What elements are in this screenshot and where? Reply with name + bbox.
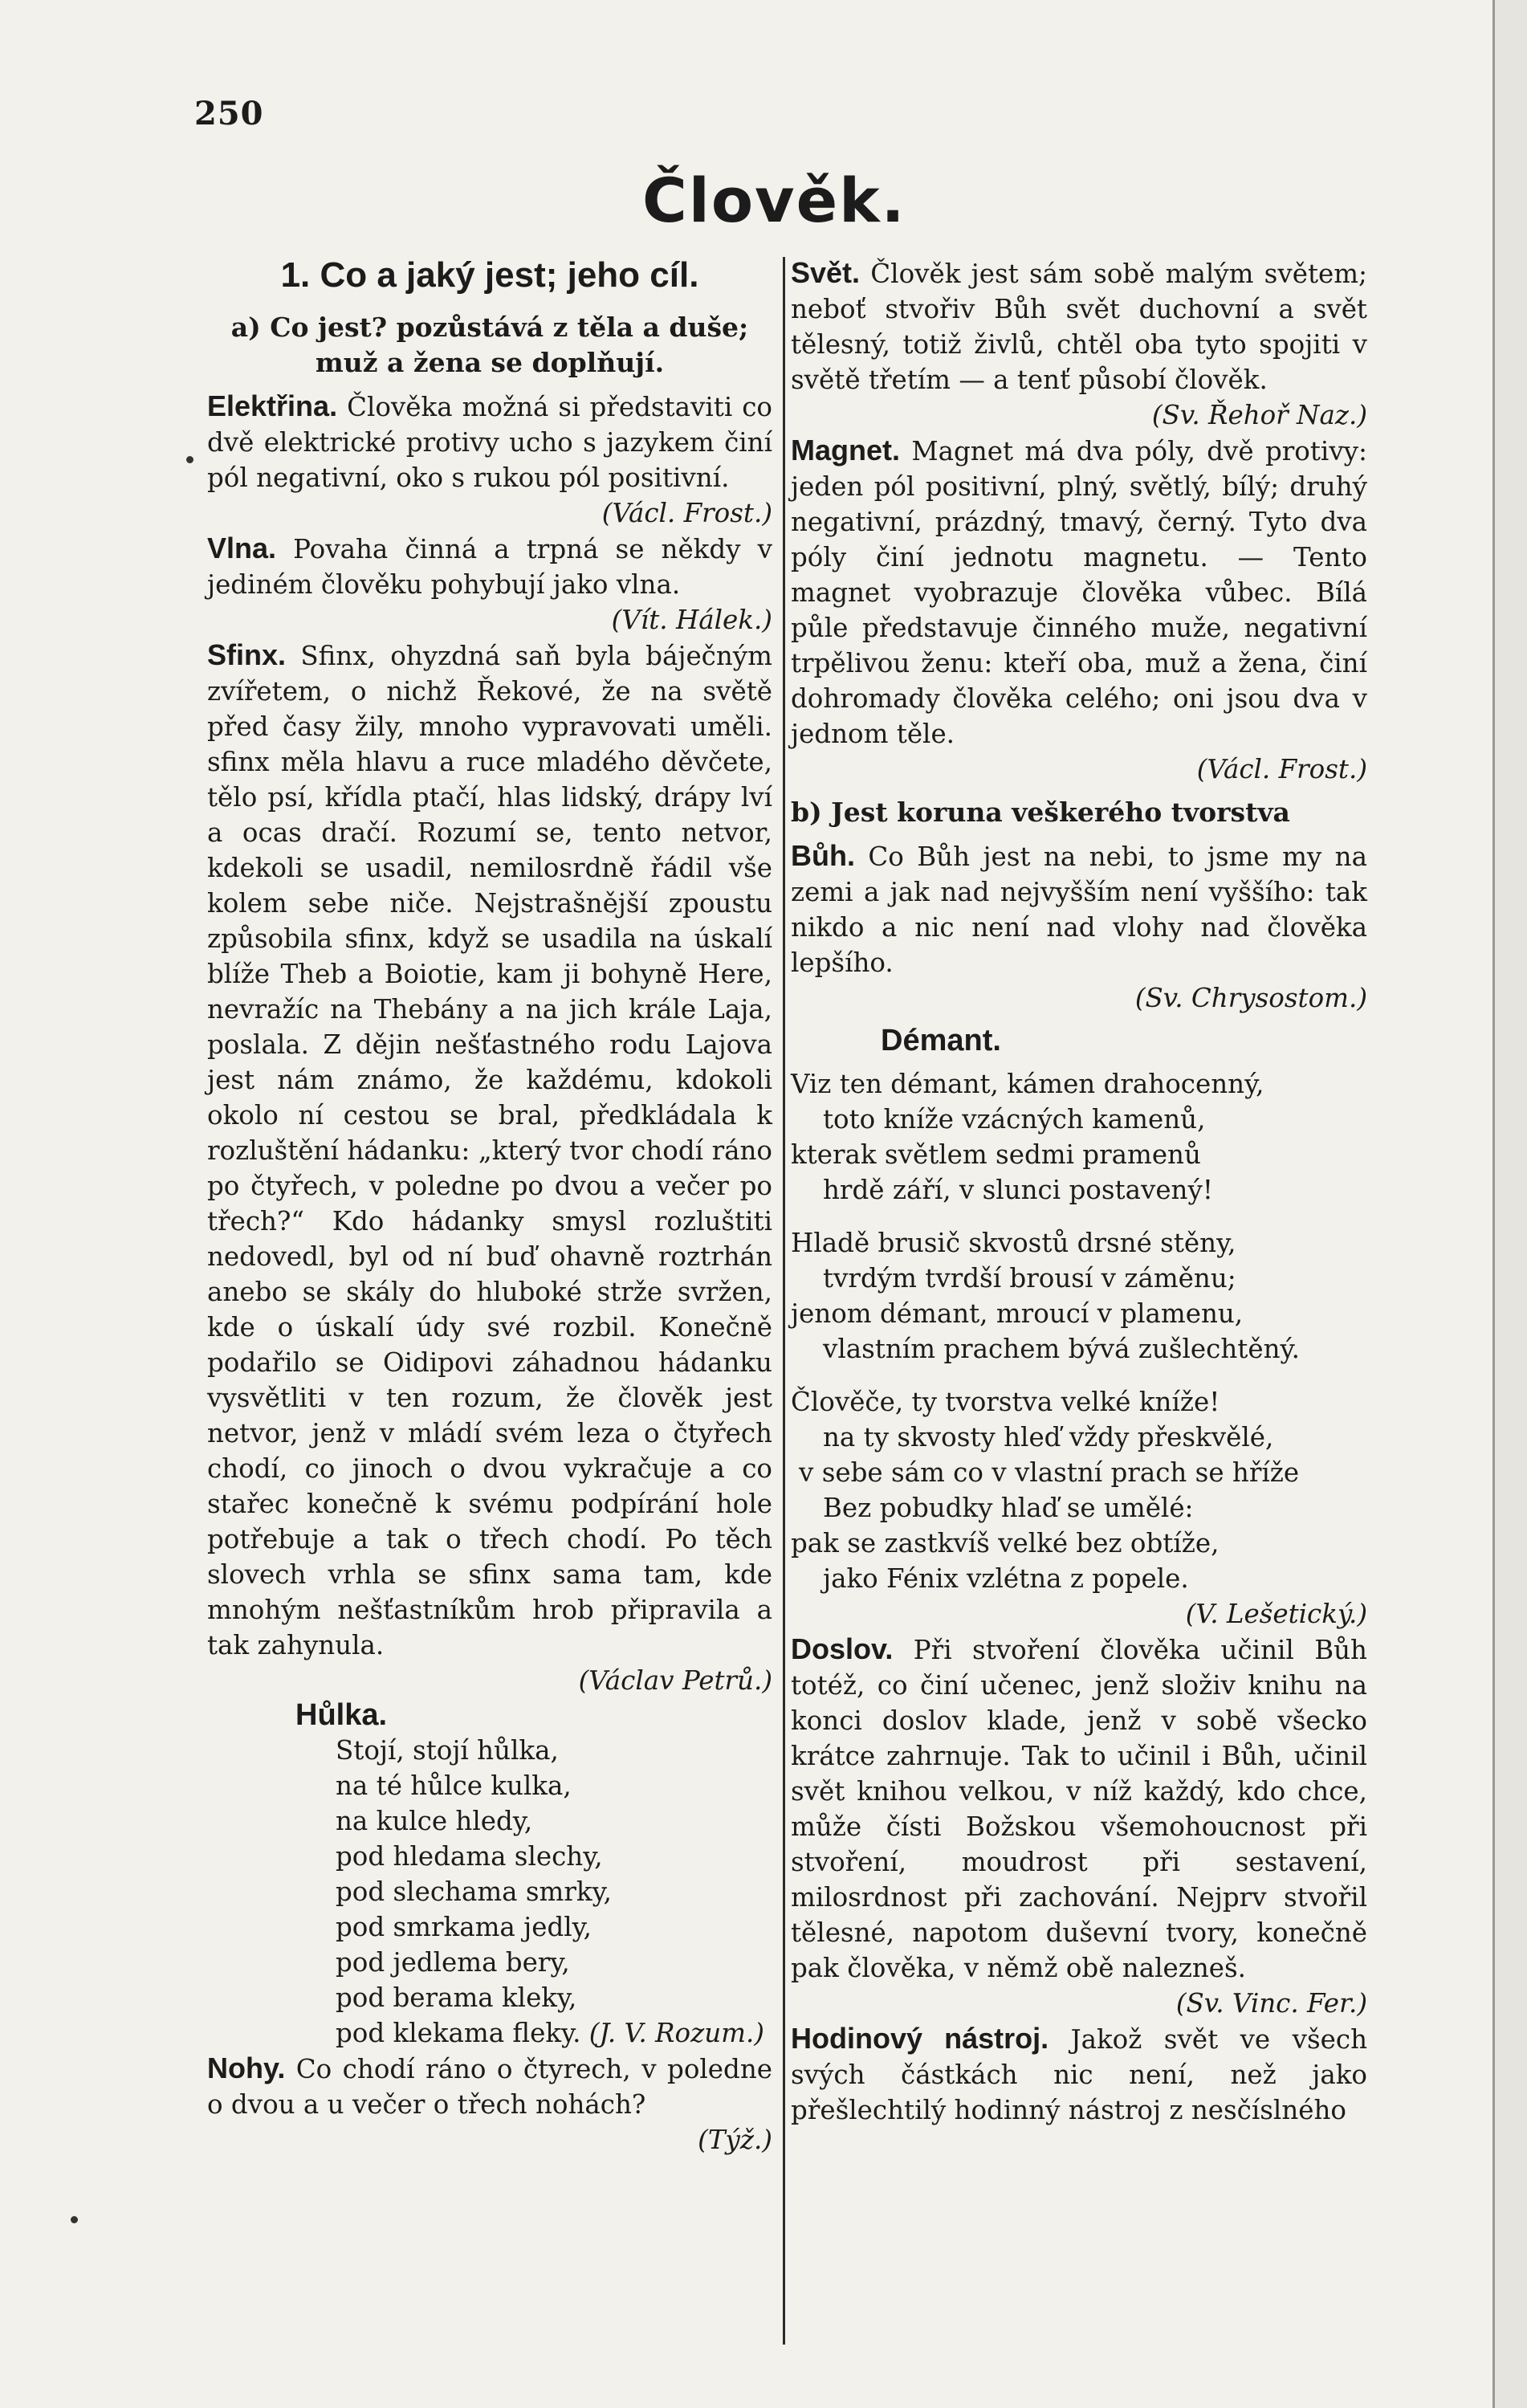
entry-text: Povaha činná a trpná se někdy v jediném člověku pohybují jako vlna. [207, 534, 772, 600]
poem-line [336, 2015, 772, 2051]
entry-vlna [207, 531, 772, 602]
poem-line: pod slechama smrky, [336, 1876, 612, 1907]
column-divider [783, 257, 785, 2345]
page-title: Člověk. [642, 165, 906, 236]
poem-line: jako Fénix vzlétna z popele. [823, 1563, 1189, 1594]
poem-line: jenom démant, mroucí v plamenu, [791, 1298, 1244, 1329]
entry-elektrina [207, 389, 772, 495]
poem-line: Viz ten démant, kámen drahocenný, [791, 1069, 1264, 1099]
attribution: (J. V. Rozum.) [588, 2018, 764, 2048]
poem-line: Bez pobudky hlaď se umělé: [823, 1493, 1194, 1523]
poem-line: hrdě září, v slunci postavený! [823, 1175, 1213, 1205]
poem-line: na té hůlce kulka, [336, 1770, 572, 1801]
poem-line: pod smrkama jedly, [336, 1912, 592, 1942]
entry-run: Vlna. [207, 532, 277, 564]
poem-hulka [207, 1698, 772, 2051]
attribution: (Sv. Chrysostom.) [1134, 983, 1367, 1013]
poem-line: pod jedlema bery, [336, 1947, 570, 1978]
page-number: 250 [194, 95, 264, 132]
entry-run: Bůh. [791, 839, 855, 872]
entry-svet [791, 255, 1367, 397]
poem-line: pak se zastkvíš velké bez obtíže, [791, 1528, 1220, 1558]
entry-text: Člověk jest sám sobě malým světem; neboť stvořiv Bůh svět duchovní a svět tělesný, totiž živlů, chtěl oba tyto spojiti v světě třetím — a tenť působí člověk. [791, 259, 1367, 395]
attribution: (Václav Petrů.) [578, 1665, 772, 1696]
poem-line: kterak světlem sedmi pramenů [791, 1139, 1201, 1170]
entry-run: Nohy. [207, 2051, 286, 2084]
attribution: (Václ. Frost.) [1196, 754, 1367, 784]
poem-line: v sebe sám co v vlastní prach se hříže [799, 1457, 1300, 1488]
poem-title: Hůlka. [295, 1698, 388, 1732]
poem-line: Člověče, ty tvorstva velké kníže! [791, 1387, 1220, 1417]
entry-text: Člověka možná si představiti co dvě elektrické protivy ucho s jazykem činí pól negativní, oko s rukou pól positivní. [207, 392, 772, 493]
subheading-a: a) Co jest? pozůstává z těla a duše; muž a žena se doplňují. [230, 312, 749, 378]
poem-line: Hladě brusič skvostů drsné stěny, [791, 1228, 1236, 1258]
entry-text: Při stvoření člověka učinil Bůh totéž, co činí učenec, jenž složiv knihu na konci doslov klade, jenž v sobě všecko krátce zahrnuje. Tak to učinil i Bůh, učinil svět knihou velkou, v níž každý, kdo chce, může čísti Božskou všemohoucnost při stvoření, moudrost při sestavení, milosrdnost při zachování. Nejprv stvořil tělesné, napotom duševní tvory, konečně pak člověka, v němž obě nalezneš. [791, 1635, 1367, 1983]
attribution: (V. Lešetický.) [1185, 1599, 1367, 1629]
margin-mark [186, 456, 193, 463]
poem-line: na kulce hledy, [336, 1806, 533, 1836]
attribution: (Vít. Hálek.) [611, 605, 772, 635]
entry-doslov [791, 1632, 1367, 1986]
poem-line: pod hledama slechy, [336, 1841, 603, 1872]
page-edge [1492, 0, 1527, 2408]
poem-line: toto kníže vzácných kamenů, [823, 1104, 1206, 1135]
entry-sfinx [207, 638, 772, 1663]
entry-run: Svět. [791, 256, 861, 289]
entry-hodinovy [791, 2021, 1367, 2128]
poem-line: tvrdým tvrdší brousí v záměnu; [823, 1263, 1236, 1294]
poem-line: Stojí, stojí hůlka, [336, 1735, 559, 1766]
entry-run: Doslov. [791, 1632, 894, 1665]
poem-title: Démant. [881, 1024, 1001, 1057]
subheading-b: b) Jest koruna veškerého tvorstva [791, 797, 1290, 828]
entry-text: Sfinx, ohyzdná saň byla báječným zvířetem, o nichž Řekové, že na světě před časy žily, mnoho vypravovati uměli. sfinx měla hlavu a ruce mladého děvčete, tělo psí, křídla ptačí, hlas lidský, drápy lví a ocas dračí. Rozumí se, tento netvor, kdekoli se usadil, nemilosrdně řádil vše kolem sebe niče. Nejstrašnější zpoustu způsobila sfinx, když se usadila na úskalí blíže Theb a Boiotie, kam ji bohyně Here, nevražíc na Thebány a na jich krále Laja, poslala. Z dějin nešťastného rodu Lajova jest nám známo, že každému, kdokoli okolo ní cestou se bral, předkládala k rozluštění hádanku: „který tvor chodí ráno po čtyřech, v poledne po dvou a večer po třech?“ Kdo hádanky smysl rozluštiti nedovedl, byl od ní buď ohavně roztrhán anebo se skály do hluboké strže svržen, kde o úskalí údy své rozbil. Konečně podařilo se Oidipovi záhadnou hádanku vysvětliti v ten rozum, že člověk jest netvor, jenž v mládí svém leza o čtyřech chodí, co jinoch o dvou vykračuje a co stařec konečně k svému podpírání hole potřebuje a tak o třech chodí. Po těch slovech vrhla se sfinx sama tam, kde mnohým nešťastníkům hrob připravila a tak zahynula. [207, 641, 772, 1660]
entry-text: Co chodí ráno o čtyrech, v poledne o dvou a u večer o třech nohách? [207, 2054, 772, 2120]
entry-buh [791, 838, 1367, 980]
section-heading: 1. Co a jaký jest; jeho cíl. [280, 255, 699, 295]
entry-text: Co Bůh jest na nebi, to jsme my na zemi a jak nad nejvyšším není vyššího: tak nikdo a nic není nad vlohy nad člověka lepšího. [791, 841, 1367, 978]
poem-line: vlastním prachem bývá zušlechtěný. [823, 1334, 1300, 1364]
attribution: (Sv. Řehoř Naz.) [1151, 400, 1367, 430]
attribution: (Václ. Frost.) [601, 498, 772, 528]
poem-line: na ty skvosty hleď vždy přeskvělé, [823, 1422, 1274, 1453]
margin-mark [71, 2216, 78, 2223]
entry-run: Sfinx. [207, 638, 287, 671]
right-column [791, 255, 1367, 2128]
entry-run: Hodinový nástroj. [791, 2022, 1049, 2055]
entry-text: Magnet má dva póly, dvě protivy: jeden pól positivní, plný, světlý, bílý; druhý negativní, prázdný, tmavý, černý. Tyto dva póly činí jednotu magnetu. — Tento magnet vyobrazuje člověka vůbec. Bílá půle představuje činného muže, negativní trpělivou ženu: kteří oba, muž a žena, činí dohromady člověka celého; oni jsou dva v jednom těle. [791, 436, 1367, 749]
entry-magnet [791, 433, 1367, 752]
poem-demant [791, 1066, 1367, 1632]
attribution: (Sv. Vinc. Fer.) [1175, 1988, 1367, 2019]
entry-text: Jakož svět ve všech svých částkách nic není, než jako přešlechtilý hodinný nástroj z nesčíslného [791, 2024, 1367, 2125]
left-column [207, 255, 772, 2157]
entry-run: Elektřina. [207, 389, 338, 422]
poem-line-text: pod klekama fleky. [336, 2018, 581, 2048]
poem-line: pod berama kleky, [336, 1982, 577, 2013]
entry-nohy [207, 2051, 772, 2122]
attribution: (Týž.) [698, 2125, 772, 2155]
entry-run: Magnet. [791, 434, 901, 467]
